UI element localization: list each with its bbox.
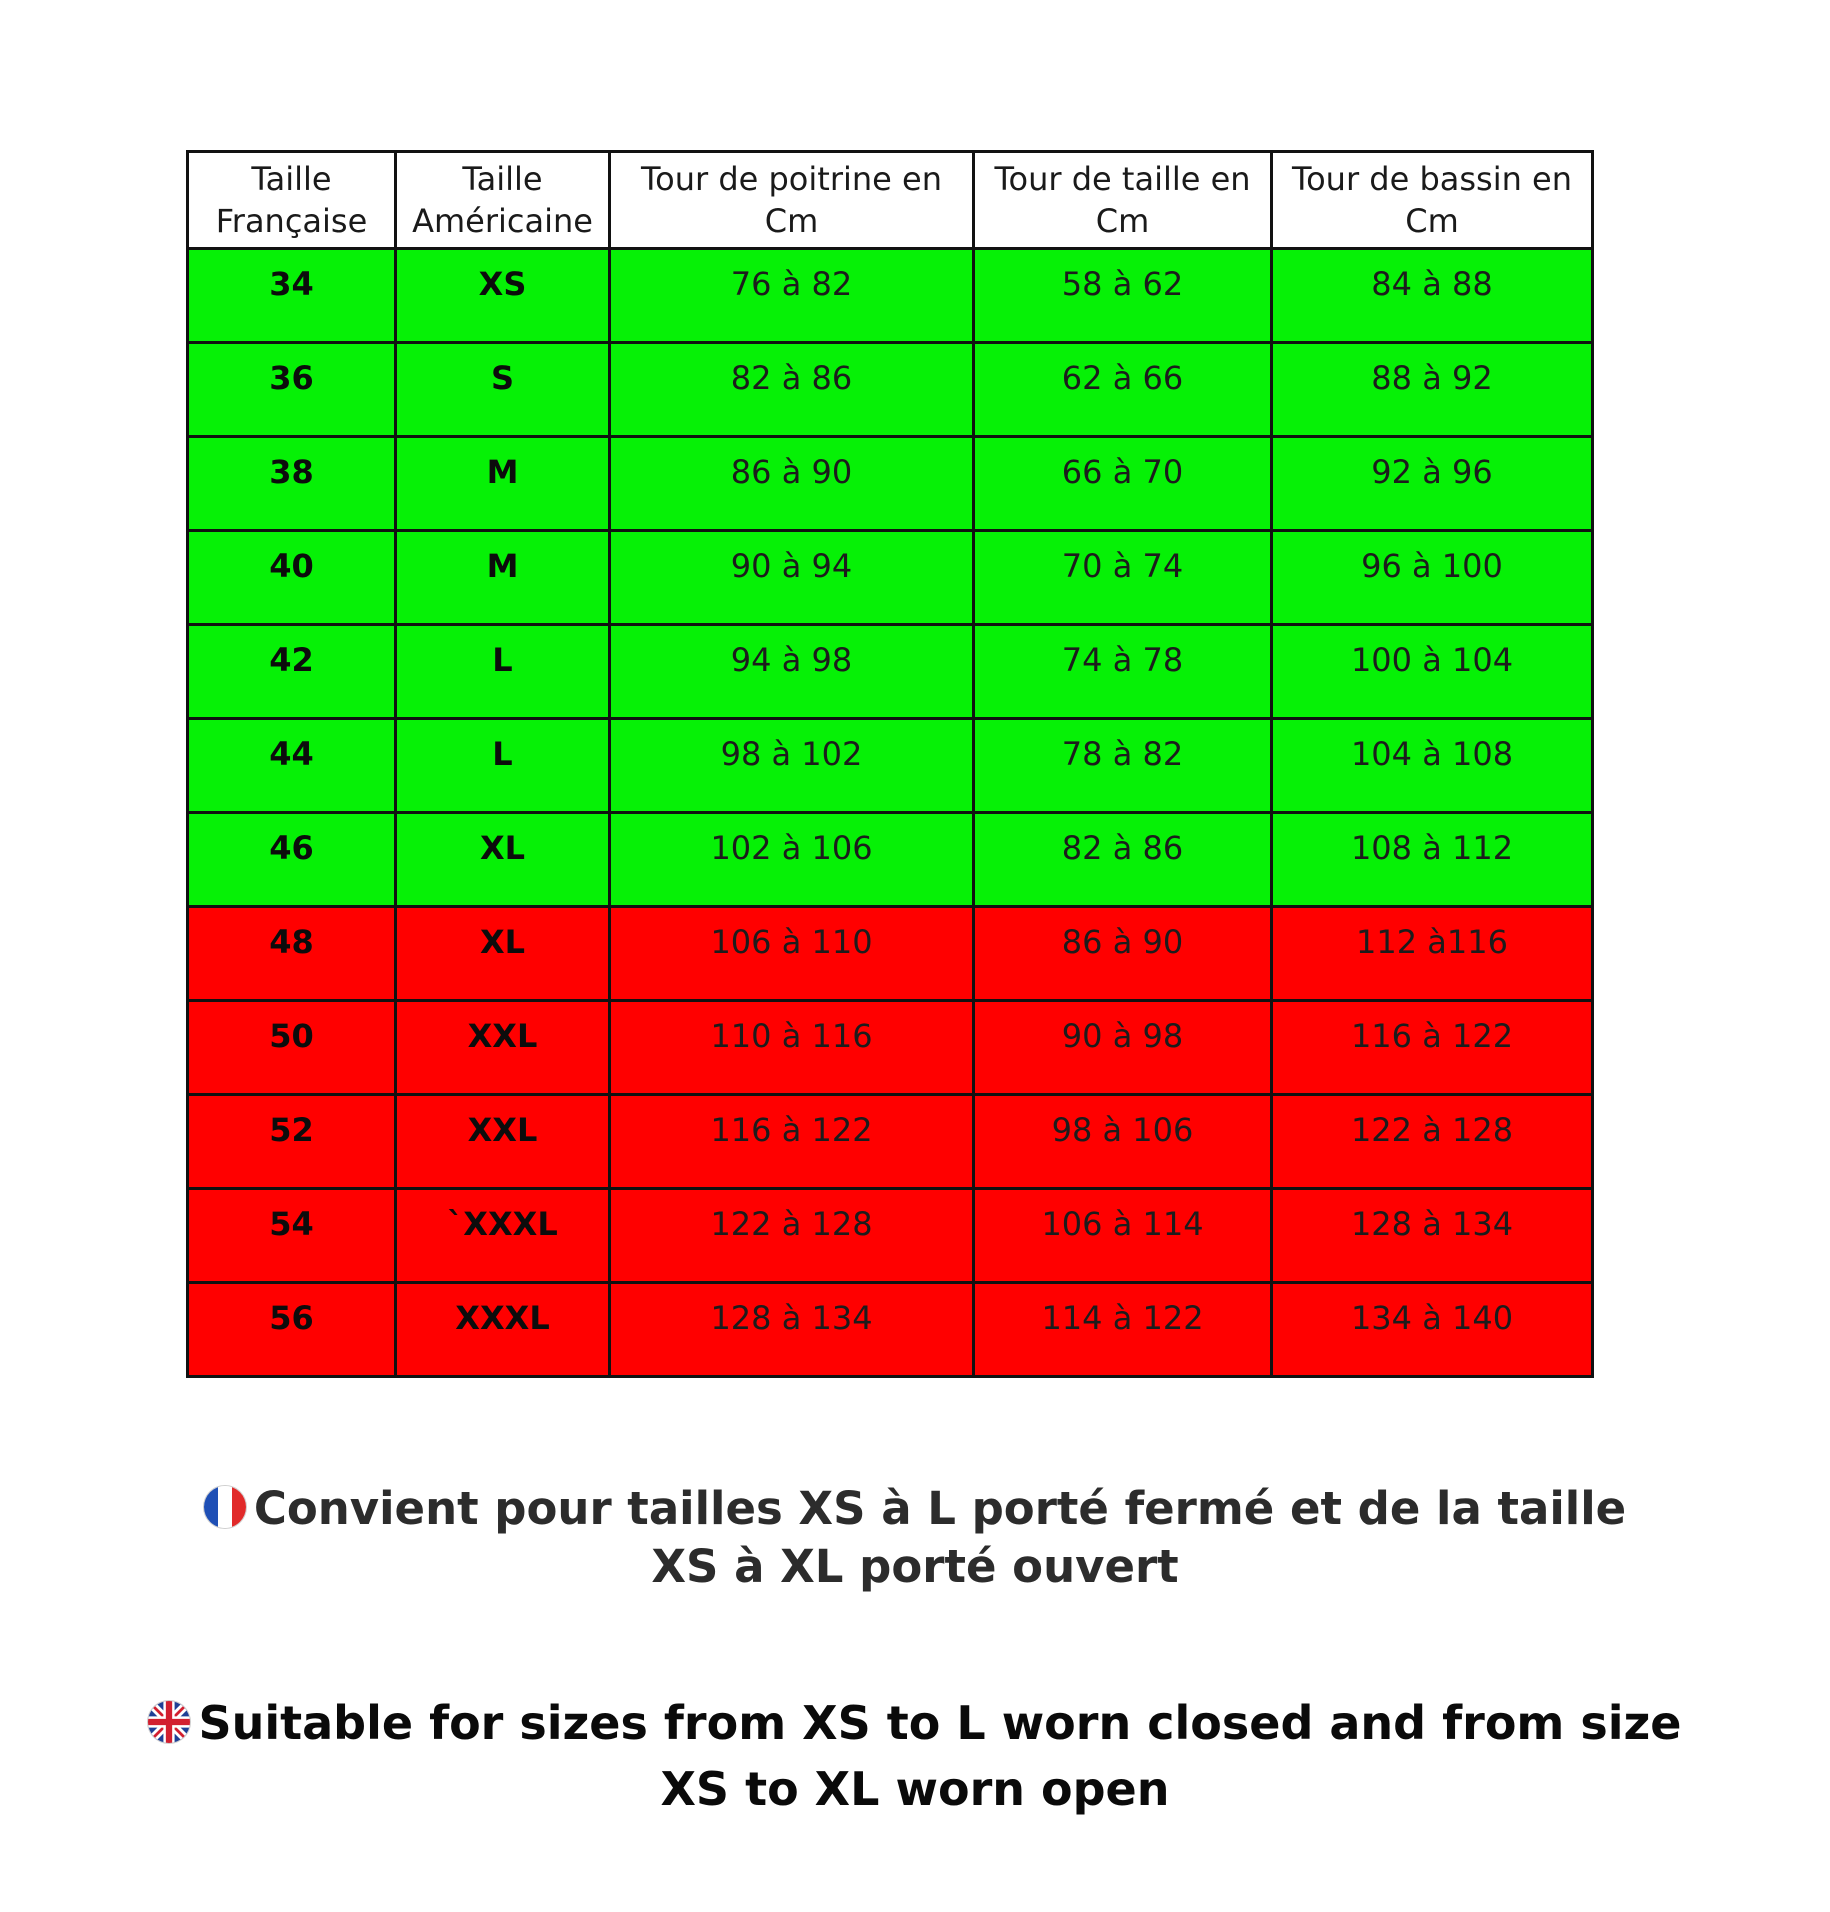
cell-hips: 116 à 122 [1272, 1001, 1593, 1095]
cell-french-size: 42 [188, 625, 396, 719]
cell-chest: 102 à 106 [610, 813, 974, 907]
header-line: Cm [1095, 202, 1150, 240]
cell-american-size: XL [396, 813, 610, 907]
table-row [188, 719, 1593, 813]
cell-waist: 86 à 90 [974, 907, 1272, 1001]
cell-hips: 96 à 100 [1272, 531, 1593, 625]
english-note [0, 1690, 1830, 1822]
cell-american-size: L [396, 625, 610, 719]
cell-hips: 84 à 88 [1272, 249, 1593, 343]
table-row [188, 343, 1593, 437]
cell-hips: 88 à 92 [1272, 343, 1593, 437]
french-note [0, 1480, 1830, 1596]
cell-waist: 106 à 114 [974, 1189, 1272, 1283]
table-row [188, 813, 1593, 907]
cell-hips: 122 à 128 [1272, 1095, 1593, 1189]
header-chest [610, 152, 974, 249]
cell-french-size: 44 [188, 719, 396, 813]
cell-waist: 78 à 82 [974, 719, 1272, 813]
header-line: Tour de bassin en [1291, 160, 1573, 198]
header-waist [974, 152, 1272, 249]
cell-american-size: XL [396, 907, 610, 1001]
english-note-text-1: Suitable for sizes from XS to L worn closed and from size [198, 1696, 1682, 1750]
cell-waist: 90 à 98 [974, 1001, 1272, 1095]
cell-hips: 104 à 108 [1272, 719, 1593, 813]
header-line: Américaine [412, 202, 593, 240]
cell-chest: 98 à 102 [610, 719, 974, 813]
size-chart-table [186, 150, 1594, 1378]
cell-waist: 58 à 62 [974, 249, 1272, 343]
table-row [188, 1283, 1593, 1377]
header-line: Taille [251, 160, 332, 198]
table-row [188, 1095, 1593, 1189]
table-header-row [188, 152, 1593, 249]
cell-waist: 74 à 78 [974, 625, 1272, 719]
header-line: Tour de poitrine en [641, 160, 942, 198]
table-row [188, 907, 1593, 1001]
cell-hips: 108 à 112 [1272, 813, 1593, 907]
cell-french-size: 56 [188, 1283, 396, 1377]
table-row [188, 625, 1593, 719]
cell-chest: 106 à 110 [610, 907, 974, 1001]
cell-waist: 82 à 86 [974, 813, 1272, 907]
cell-french-size: 40 [188, 531, 396, 625]
cell-french-size: 38 [188, 437, 396, 531]
uk-flag-icon [148, 1701, 190, 1743]
table-body [188, 249, 1593, 1377]
cell-chest: 122 à 128 [610, 1189, 974, 1283]
cell-chest: 94 à 98 [610, 625, 974, 719]
cell-american-size: L [396, 719, 610, 813]
cell-chest: 128 à 134 [610, 1283, 974, 1377]
cell-american-size: XXL [396, 1095, 610, 1189]
table-row [188, 531, 1593, 625]
cell-chest: 110 à 116 [610, 1001, 974, 1095]
header-line: Tour de taille en [994, 160, 1251, 198]
table-row [188, 249, 1593, 343]
header-hips [1272, 152, 1593, 249]
header-line: Cm [1405, 202, 1459, 240]
cell-waist: 98 à 106 [974, 1095, 1272, 1189]
cell-hips: 112 à116 [1272, 907, 1593, 1001]
header-french-size [188, 152, 396, 249]
cell-waist: 62 à 66 [974, 343, 1272, 437]
cell-american-size: XXL [396, 1001, 610, 1095]
header-line: Cm [764, 202, 819, 240]
english-note-line-2: XS to XL worn open [660, 1762, 1170, 1816]
cell-french-size: 48 [188, 907, 396, 1001]
table-row [188, 1189, 1593, 1283]
cell-american-size: XS [396, 249, 610, 343]
french-note-line-2: XS à XL porté ouvert [651, 1540, 1179, 1593]
cell-french-size: 36 [188, 343, 396, 437]
cell-hips: 134 à 140 [1272, 1283, 1593, 1377]
cell-chest: 76 à 82 [610, 249, 974, 343]
cell-american-size: S [396, 343, 610, 437]
header-line: Française [215, 202, 368, 240]
table-row [188, 437, 1593, 531]
cell-french-size: 34 [188, 249, 396, 343]
cell-french-size: 46 [188, 813, 396, 907]
french-note-text-1: Convient pour tailles XS à L porté fermé et de la taille [253, 1482, 1627, 1535]
cell-hips: 100 à 104 [1272, 625, 1593, 719]
cell-french-size: 54 [188, 1189, 396, 1283]
cell-chest: 116 à 122 [610, 1095, 974, 1189]
france-flag-icon [204, 1486, 246, 1528]
cell-waist: 66 à 70 [974, 437, 1272, 531]
cell-american-size: M [396, 437, 610, 531]
cell-waist: 114 à 122 [974, 1283, 1272, 1377]
english-note-line-1 [0, 1690, 1830, 1756]
cell-hips: 92 à 96 [1272, 437, 1593, 531]
cell-chest: 86 à 90 [610, 437, 974, 531]
header-american-size [396, 152, 610, 249]
cell-waist: 70 à 74 [974, 531, 1272, 625]
cell-american-size: XXXL [396, 1283, 610, 1377]
cell-french-size: 50 [188, 1001, 396, 1095]
header-line: Taille [462, 160, 543, 198]
cell-american-size: M [396, 531, 610, 625]
cell-french-size: 52 [188, 1095, 396, 1189]
cell-chest: 90 à 94 [610, 531, 974, 625]
cell-hips: 128 à 134 [1272, 1189, 1593, 1283]
table-row [188, 1001, 1593, 1095]
french-note-line-1 [0, 1480, 1830, 1538]
cell-american-size: `XXXL [396, 1189, 610, 1283]
cell-chest: 82 à 86 [610, 343, 974, 437]
